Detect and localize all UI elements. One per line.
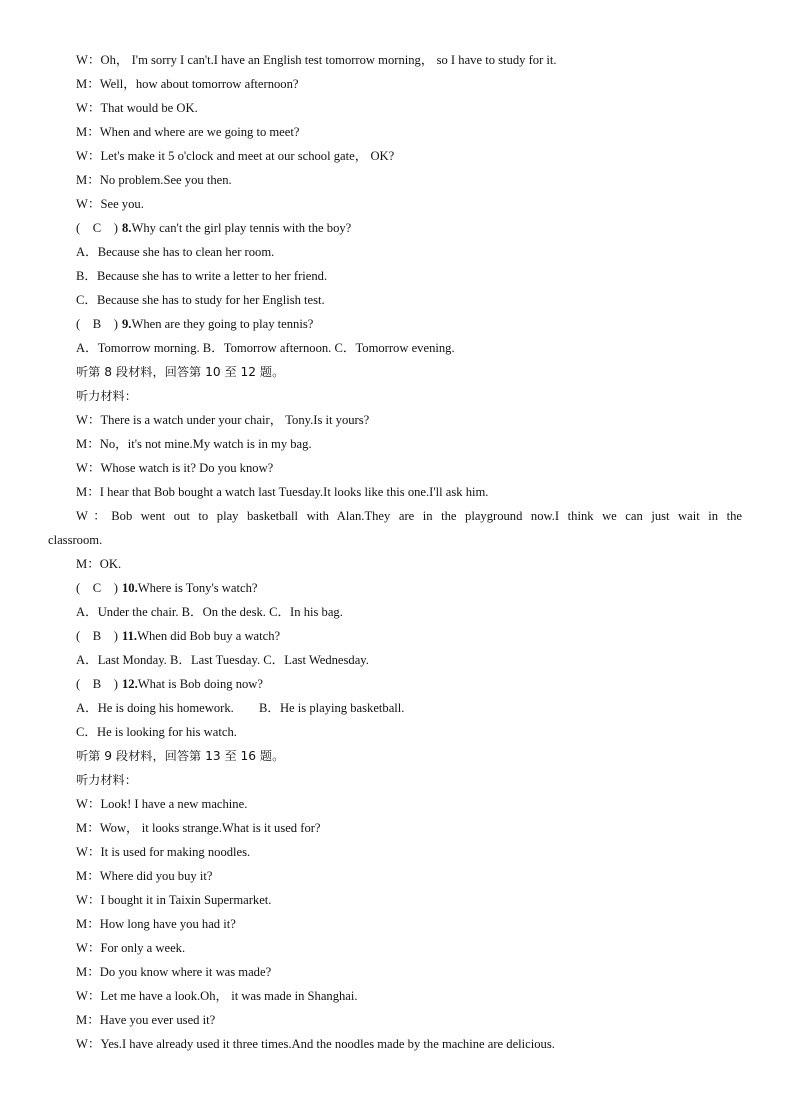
dialogue-line: W：Bob went out to play basketball with Alan.They are in the playground now.I think we can just wait in the [76, 509, 742, 523]
dialogue-line: M：How long have you had it? [76, 917, 236, 931]
option-line: C．Because she has to study for her English test. [76, 293, 325, 307]
dialogue-line: M：Wow， it looks strange.What is it used for? [76, 821, 321, 835]
dialogue-line: M：Do you know where it was made? [76, 965, 272, 979]
question-10 [76, 580, 257, 596]
question-11 [76, 628, 280, 644]
option-line: A．Tomorrow morning. B．Tomorrow afternoon. C．Tomorrow evening. [76, 341, 455, 355]
question-number: 9. [122, 317, 132, 331]
dialogue-line: W：Yes.I have already used it three times.And the noodles made by the machine are delicious. [76, 1037, 555, 1051]
dialogue-line: W：It is used for making noodles. [76, 845, 251, 859]
question-number: 12. [122, 677, 138, 691]
question-text: When did Bob buy a watch? [137, 629, 281, 643]
dialogue-line: W：Let me have a look.Oh， it was made in Shanghai. [76, 989, 358, 1003]
dialogue-line: W：For only a week. [76, 941, 186, 955]
option-line: A．Under the chair. B．On the desk. C．In his bag. [76, 605, 343, 619]
dialogue-line: M：No problem.See you then. [76, 173, 232, 187]
option-line: B．Because she has to write a letter to her friend. [76, 269, 328, 283]
question-text: What is Bob doing now? [137, 677, 263, 691]
section-heading: 听第 8 段材料，回答第 10 至 12 题。 [76, 365, 285, 379]
dialogue-line: M：Well，how about tomorrow afternoon? [76, 77, 299, 91]
dialogue-line: W：That would be OK. [76, 101, 198, 115]
dialogue-line: M：No，it's not mine.My watch is in my bag. [76, 437, 312, 451]
question-12 [76, 676, 263, 692]
dialogue-line: M：I hear that Bob bought a watch last Tuesday.It looks like this one.I'll ask him. [76, 485, 489, 499]
dialogue-line: M：When and where are we going to meet? [76, 125, 300, 139]
option-line: A．He is doing his homework. B．He is playing basketball. [76, 701, 405, 715]
question-text: Where is Tony's watch? [137, 581, 258, 595]
dialogue-line: W：I bought it in Taixin Supermarket. [76, 893, 272, 907]
dialogue-line: W：Whose watch is it? Do you know? [76, 461, 274, 475]
answer-mark: ( C ) [76, 221, 118, 235]
question-text: When are they going to play tennis? [131, 317, 314, 331]
question-8 [76, 220, 351, 236]
question-number: 11. [122, 629, 138, 643]
option-line: A．Because she has to clean her room. [76, 245, 275, 259]
question-9 [76, 316, 313, 332]
dialogue-line: W：Oh， I'm sorry I can't.I have an English test tomorrow morning， so I have to study for it. [76, 53, 557, 67]
option-line: A．Last Monday. B．Last Tuesday. C．Last Wednesday. [76, 653, 369, 667]
question-number: 8. [122, 221, 132, 235]
question-number: 10. [122, 581, 138, 595]
dialogue-line: W：Let's make it 5 o'clock and meet at our school gate， OK? [76, 149, 395, 163]
section-heading: 听第 9 段材料，回答第 13 至 16 题。 [76, 749, 285, 763]
dialogue-line: M：OK. [76, 557, 122, 571]
answer-mark: ( C ) [76, 581, 118, 595]
dialogue-line-continuation: classroom. [48, 533, 103, 547]
answer-mark: ( B ) [76, 677, 118, 691]
question-text: Why can't the girl play tennis with the boy? [131, 221, 352, 235]
answer-mark: ( B ) [76, 629, 118, 643]
answer-mark: ( B ) [76, 317, 118, 331]
option-line: C．He is looking for his watch. [76, 725, 237, 739]
dialogue-line: W：See you. [76, 197, 144, 211]
material-label: 听力材料： [76, 389, 137, 403]
material-label: 听力材料： [76, 773, 137, 787]
dialogue-line: W：There is a watch under your chair， Tony.Is it yours? [76, 413, 370, 427]
dialogue-line: W：Look! I have a new machine. [76, 797, 248, 811]
dialogue-line: M：Have you ever used it? [76, 1013, 216, 1027]
dialogue-line: M：Where did you buy it? [76, 869, 213, 883]
